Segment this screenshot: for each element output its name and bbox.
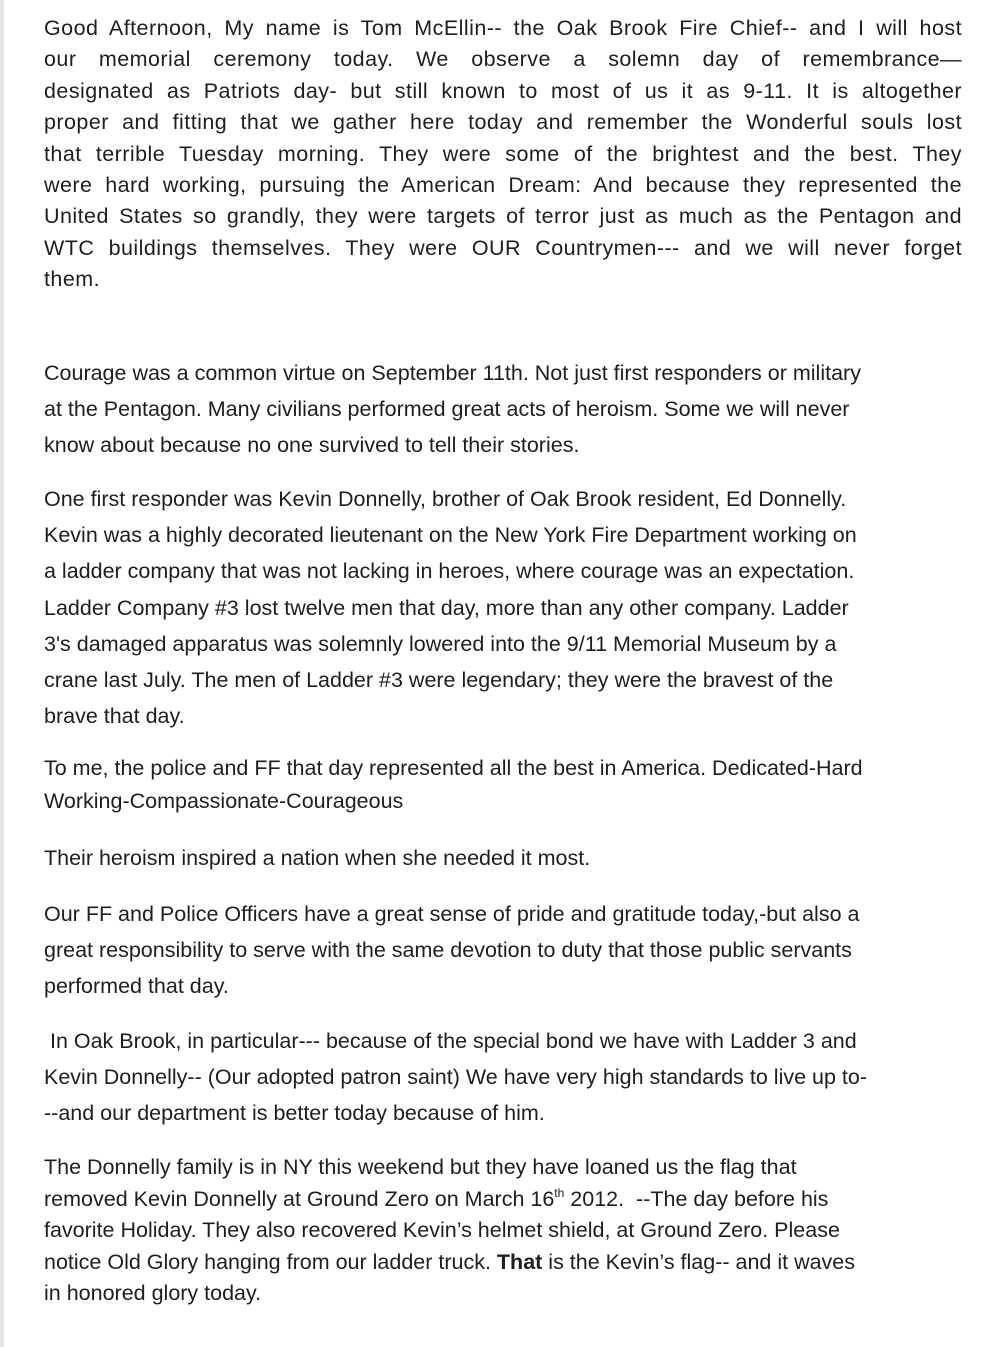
text-line: Good Afternoon, My name is Tom McEllin-- the Oak Brook Fire Chief-- and I will host	[44, 16, 962, 40]
paragraph-courage	[44, 355, 962, 463]
text-line: --and our department is better today because of him.	[44, 1101, 545, 1125]
text-line: Their heroism inspired a nation when she needed it most.	[44, 846, 591, 870]
text-line: proper and fitting that we gather here today and remember the Wonderful souls lost	[44, 110, 962, 135]
paragraph-heroism	[44, 842, 962, 875]
text-line: were hard working, pursuing the American Dream: And because they represented the	[44, 173, 962, 198]
text-line: United States so grandly, they were targets of terror just as much as the Pentagon and	[44, 204, 962, 229]
text-line: The Donnelly family is in NY this weekend but they have loaned us the flag that	[44, 1155, 797, 1179]
text-line	[44, 1247, 962, 1279]
text-line: our memorial ceremony today. We observe a solemn day of remembrance—	[44, 47, 962, 72]
text-line: them.	[44, 267, 101, 292]
text-line: that terrible Tuesday morning. They were some of the brightest and the best. They	[44, 141, 962, 166]
text-run: 2012. --The day before his	[564, 1186, 829, 1211]
text-run: is the Kevin’s flag-- and it waves	[542, 1249, 856, 1274]
text-line: Kevin Donnelly-- (Our adopted patron saint) We have very high standards to live up to-	[44, 1065, 868, 1089]
paragraph-greeting	[44, 13, 962, 296]
text-run: removed Kevin Donnelly at Ground Zero on March 16	[44, 1186, 555, 1211]
text-line	[44, 1184, 962, 1216]
text-line: know about because no one survived to tell their stories.	[44, 433, 580, 457]
paragraph-flag	[44, 1152, 962, 1310]
text-line: In Oak Brook, in particular--- because of the special bond we have with Ladder 3 and	[44, 1029, 857, 1053]
text-line: Courage was a common virtue on September 11th. Not just first responders or military	[44, 361, 861, 385]
text-run: notice Old Glory hanging from our ladder truck.	[44, 1249, 497, 1274]
scan-edge	[0, 0, 4, 1347]
text-line: at the Pentagon. Many civilians performed great acts of heroism. Some we will never	[44, 397, 850, 421]
text-line: great responsibility to serve with the same devotion to duty that those public servants	[44, 938, 852, 962]
text-line: One first responder was Kevin Donnelly, brother of Oak Brook resident, Ed Donnelly.	[44, 487, 847, 511]
paragraph-kevin-donnelly	[44, 481, 962, 734]
text-line: favorite Holiday. They also recovered Kevin’s helmet shield, at Ground Zero. Please	[44, 1218, 840, 1243]
text-line: performed that day.	[44, 974, 229, 998]
text-line: Our FF and Police Officers have a great sense of pride and gratitude today,-but also a	[44, 902, 860, 926]
text-line: WTC buildings themselves. They were OUR Countrymen--- and we will never forget	[44, 235, 962, 260]
paragraph-responsibility	[44, 896, 962, 1004]
text-line: in honored glory today.	[44, 1281, 262, 1306]
paragraph-best-in-america	[44, 752, 962, 818]
text-line: To me, the police and FF that day represented all the best in America. Dedicated-Hard	[44, 756, 863, 780]
text-line: a ladder company that was not lacking in heroes, where courage was an expectation.	[44, 559, 855, 584]
text-line: Ladder Company #3 lost twelve men that day, more than any other company. Ladder	[44, 595, 849, 620]
text-line: brave that day.	[44, 704, 185, 729]
bold-emphasis: That	[496, 1249, 543, 1274]
text-line: crane last July. The men of Ladder #3 were legendary; they were the bravest of the	[44, 668, 834, 693]
text-line: Working-Compassionate-Courageous	[44, 789, 404, 813]
text-line: 3's damaged apparatus was solemnly lowered into the 9/11 Memorial Museum by a	[44, 631, 837, 656]
text-line: Kevin was a highly decorated lieutenant on the New York Fire Department working on	[44, 523, 857, 548]
superscript-ordinal: th	[554, 1185, 565, 1200]
text-line: designated as Patriots day- but still known to most of us it as 9-11. It is altogether	[44, 78, 962, 103]
paragraph-oak-brook	[44, 1023, 962, 1131]
